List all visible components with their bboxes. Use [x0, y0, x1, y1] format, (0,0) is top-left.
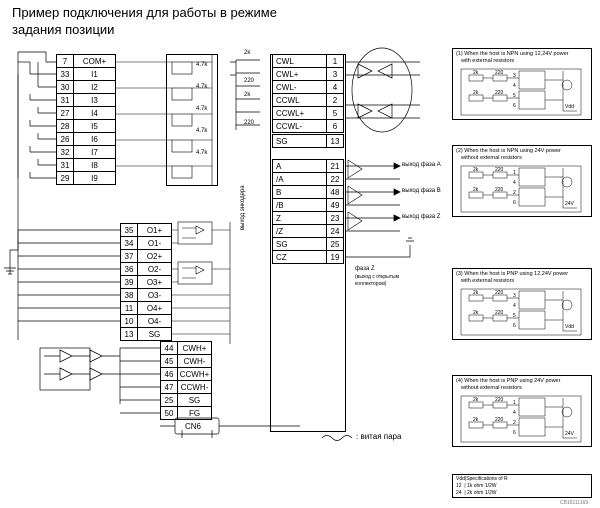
panel-3-pin-3: 5 — [513, 313, 516, 319]
panel-2-vdd: 24V — [565, 201, 574, 207]
pin-number: 7 — [57, 55, 74, 67]
pin-label: CWH- — [183, 356, 206, 366]
pin-label: I6 — [91, 134, 98, 144]
panel-2-title-line2: without external resistors — [461, 155, 522, 161]
panel-3-circuit — [453, 269, 593, 341]
pin-number: 49 — [326, 199, 343, 211]
resistor-value: 4.7k — [196, 62, 208, 68]
panel-4-resistor-1: 2k — [473, 397, 479, 403]
pin-label: O4- — [147, 316, 162, 326]
pin-label: I5 — [91, 121, 98, 131]
panel-3-title-line1: (3) When the host is PNP using 12,24V power — [456, 271, 569, 277]
pin-number: 4 — [326, 81, 343, 93]
panel-3-pin-2: 4 — [513, 303, 516, 309]
panel-3-vdd: Vdd — [565, 324, 574, 330]
pin-label: O2+ — [146, 251, 163, 261]
spec-table-header: Vdd|Specifications of R — [456, 476, 508, 482]
panel-1-circuit — [453, 49, 593, 121]
pin-label: COM+ — [82, 56, 107, 66]
panel-1-resistor-1: 2k — [473, 70, 479, 76]
page-title-line2: задания позиции — [12, 22, 115, 37]
pin-label: CWL — [276, 56, 294, 66]
panel-3-pin-4: 6 — [513, 323, 516, 329]
panel-2-resistor-2: 220 — [495, 167, 504, 173]
pin-label: B — [276, 187, 282, 197]
panel-3-resistor-2: 220 — [495, 290, 504, 296]
pin-label: SG — [148, 329, 161, 339]
cz-note-line1: фаза Z — [355, 266, 375, 272]
panel-2-title-line1: (2) When the host is NPN using 24V power — [456, 148, 561, 154]
panel-2-resistor-3: 2k — [473, 187, 479, 193]
pin-label: I4 — [91, 108, 98, 118]
pin-label: CWL- — [276, 82, 297, 92]
spec-table-row-1: 12 | 1k ohm 1/2W — [456, 483, 497, 489]
pin-label: CWH+ — [182, 343, 207, 353]
pin-label: I7 — [91, 147, 98, 157]
cz-note-line3: коллектором) — [355, 281, 387, 287]
pin-label: SG — [188, 395, 201, 405]
pin-label: O4+ — [146, 303, 163, 313]
footer-code: CB16111169 — [560, 500, 589, 506]
pin-number: 27 — [57, 107, 74, 119]
pin-label: O3+ — [146, 277, 163, 287]
pin-number: 21 — [326, 160, 343, 172]
panel-1-vdd: Vdd — [565, 104, 574, 110]
pin-number: 48 — [326, 186, 343, 198]
resistor-value: 4.7k — [196, 150, 208, 156]
pin-number: 31 — [57, 159, 74, 171]
spec-table-row-2: 24 | 2k ohm 1/2W — [456, 490, 497, 496]
panel-3[interactable] — [452, 268, 592, 340]
pin-number: 35 — [121, 224, 138, 236]
panel-1-resistor-3: 2k — [473, 90, 479, 96]
panel-3-resistor-1: 2k — [473, 290, 479, 296]
pin-label: /B — [276, 200, 284, 210]
resistor-value: 4.7k — [196, 84, 208, 90]
pin-number: 26 — [57, 133, 74, 145]
pin-number: 45 — [161, 355, 178, 367]
resistor-value: 4.7k — [196, 106, 208, 112]
pin-number: 13 — [121, 328, 138, 340]
panel-1-title-line1: (1) When the host is NPN using 12,24V power — [456, 51, 569, 57]
panel-1-title-line2: with external resistors — [461, 58, 515, 64]
panel-3-title-line2: with external resistors — [461, 278, 515, 284]
pin-label: O3- — [147, 290, 162, 300]
panel-4-pin-4: 6 — [513, 430, 516, 436]
pin-number: 37 — [121, 250, 138, 262]
pin-label: CZ — [276, 252, 287, 262]
pin-number: 47 — [161, 381, 178, 393]
pin-number: 32 — [57, 146, 74, 158]
panel-3-resistor-3: 2k — [473, 310, 479, 316]
spec-table — [452, 474, 592, 498]
pin-number: 46 — [161, 368, 178, 380]
pin-number: 30 — [57, 81, 74, 93]
pin-label: CWL+ — [276, 69, 299, 79]
panel-4-title-line1: (4) When the host is PNP using 24V power — [456, 378, 561, 384]
page-title-line1: Пример подключения для работы в режиме — [12, 5, 277, 20]
pin-number: 19 — [326, 251, 343, 263]
panel-3-pin-1: 3 — [513, 293, 516, 299]
encoder-output-z-label: выход фаза Z — [402, 214, 441, 220]
panel-1[interactable] — [452, 48, 592, 120]
panel-4-resistor-3: 2k — [473, 417, 479, 423]
panel-4-pin-2: 4 — [513, 410, 516, 416]
pin-number: 6 — [326, 120, 343, 132]
resistor-value: 2k — [244, 92, 251, 98]
encoder-side-label: выход энкодера — [240, 185, 246, 230]
encoder-output-b-label: выход фаза B — [402, 188, 441, 194]
panel-2-resistor-4: 220 — [495, 187, 504, 193]
panel-1-resistor-2: 220 — [495, 70, 504, 76]
pin-label: CCWL- — [276, 121, 303, 131]
pin-number: 3 — [326, 68, 343, 80]
pin-label: /A — [276, 174, 284, 184]
panel-4-resistor-4: 220 — [495, 417, 504, 423]
panel-2-pin-2: 4 — [513, 180, 516, 186]
pin-label: SG — [276, 136, 288, 146]
pin-number: 22 — [326, 173, 343, 185]
panel-1-pin-2: 4 — [513, 83, 516, 89]
pin-number: 50 — [161, 407, 178, 419]
resistor-value: 220 — [244, 78, 255, 84]
panel-4[interactable] — [452, 375, 592, 447]
pin-number: 23 — [326, 212, 343, 224]
pin-number: 10 — [121, 315, 138, 327]
pin-number: 1 — [326, 55, 343, 67]
encoder-output-a-label: выход фаза A — [402, 162, 441, 168]
pin-number: 38 — [121, 289, 138, 301]
pin-number: 28 — [57, 120, 74, 132]
panel-2-circuit — [453, 146, 593, 218]
pin-number: 25 — [161, 394, 178, 406]
panel-3-resistor-4: 220 — [495, 310, 504, 316]
pin-label: I2 — [91, 82, 98, 92]
cz-note-line2: (выход с открытым — [355, 274, 400, 280]
resistor-value: 220 — [244, 120, 255, 126]
panel-4-vdd: 24V — [565, 431, 574, 437]
panel-4-title-line2: without external resistors — [461, 385, 522, 391]
pin-number: 44 — [161, 342, 178, 354]
pin-number: 29 — [57, 172, 74, 184]
pin-number: 36 — [121, 263, 138, 275]
pin-number: 25 — [326, 238, 343, 250]
panel-1-pin-4: 6 — [513, 103, 516, 109]
pin-label: CCWL+ — [276, 108, 305, 118]
pin-label: O1+ — [146, 225, 163, 235]
pin-label: I9 — [91, 173, 98, 183]
panel-2[interactable] — [452, 145, 592, 217]
resistor-value: 4.7k — [196, 128, 208, 134]
pin-number: 24 — [326, 225, 343, 237]
panel-4-circuit — [453, 376, 593, 448]
panel-4-resistor-2: 220 — [495, 397, 504, 403]
panel-4-pin-1: 1 — [513, 400, 516, 406]
pin-label: O2- — [147, 264, 162, 274]
panel-1-pin-3: 5 — [513, 93, 516, 99]
panel-2-resistor-1: 2k — [473, 167, 479, 173]
panel-2-pin-1: 1 — [513, 170, 516, 176]
pin-label: Z — [276, 213, 281, 223]
pin-label: O1- — [147, 238, 162, 248]
pin-label: A — [276, 161, 282, 171]
pin-label: /Z — [276, 226, 284, 236]
pin-number: 5 — [326, 107, 343, 119]
panel-1-resistor-4: 220 — [495, 90, 504, 96]
pin-number: 39 — [121, 276, 138, 288]
pin-number: 13 — [326, 135, 343, 147]
panel-1-pin-1: 3 — [513, 73, 516, 79]
cn6-label: CN6 — [185, 422, 202, 431]
pin-number: 33 — [57, 68, 74, 80]
panel-4-pin-3: 2 — [513, 420, 516, 426]
panel-2-pin-4: 6 — [513, 200, 516, 206]
pin-number: 34 — [121, 237, 138, 249]
pin-label: I3 — [91, 95, 98, 105]
pin-label: CCWL — [276, 95, 300, 105]
pin-number: 2 — [326, 94, 343, 106]
pin-number: 31 — [57, 94, 74, 106]
pin-label: I8 — [91, 160, 98, 170]
panel-2-pin-3: 2 — [513, 190, 516, 196]
pin-label: SG — [276, 239, 288, 249]
pin-label: I1 — [91, 69, 98, 79]
pin-label: FG — [188, 408, 201, 418]
pin-number: 11 — [121, 302, 138, 314]
pin-label: CCWH+ — [179, 369, 210, 379]
resistor-value: 2k — [244, 50, 251, 56]
pin-label: CCWH- — [180, 382, 209, 392]
twisted-pair-legend: : витая пара — [356, 432, 402, 441]
